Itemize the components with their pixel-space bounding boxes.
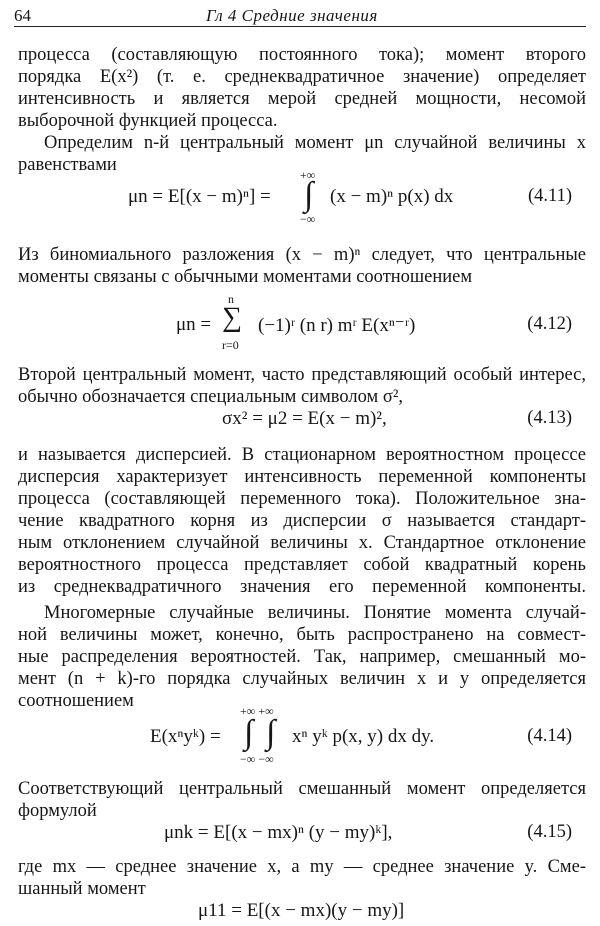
paragraph-8 bbox=[18, 856, 586, 900]
text-line: Многомерные случайные величины. Понятие момента случай- bbox=[44, 603, 586, 623]
equation-rhs: (−1)ʳ (n r) mʳ E(xⁿ⁻ʳ) bbox=[258, 315, 416, 336]
text-line: из среднеквадратичного значения его переменной компоненты. bbox=[18, 577, 586, 597]
equation-mixed-moment bbox=[0, 900, 600, 924]
text-line: Из биномиального разложения (x − m)ⁿ следует, что центральные bbox=[18, 245, 586, 265]
text-line: равенствами bbox=[18, 155, 117, 175]
paragraph-6 bbox=[18, 602, 586, 712]
text-line: ным отклонением случайной величины x. Стандартное отклонение bbox=[18, 533, 586, 553]
equation-4-14 bbox=[0, 704, 600, 766]
equation-integrand: xⁿ yᵏ p(x, y) dx dy. bbox=[292, 726, 435, 747]
equation-number: (4.11) bbox=[527, 186, 572, 206]
paragraph-3 bbox=[18, 244, 586, 288]
equation-4-15 bbox=[0, 822, 600, 848]
text-line: и называется дисперсией. В стационарном вероятностном процессе bbox=[18, 445, 586, 465]
text-line: формулой bbox=[18, 801, 97, 821]
equation-body: μ11 = E[(x − mx)(y − my)] bbox=[198, 900, 405, 921]
integral-lower-limit: −∞ bbox=[300, 212, 316, 226]
equation-number: (4.15) bbox=[527, 822, 572, 842]
text-line: чение квадратного корня из дисперсии σ называется стандарт- bbox=[18, 511, 586, 531]
equation-body: μnk = E[(x − mx)ⁿ (y − my)ᵏ], bbox=[164, 822, 393, 843]
running-header bbox=[14, 4, 586, 27]
equation-number: (4.14) bbox=[527, 726, 572, 746]
integral-upper-limit: +∞ bbox=[300, 168, 316, 182]
integral-sign: ∫ bbox=[304, 176, 314, 213]
text-line: порядка E(x²) (т. е. среднеквадратичное значение) определяет bbox=[18, 67, 586, 87]
paragraph-4 bbox=[18, 364, 586, 408]
text-line: ной величины может, конечно, быть распространено на совмест- bbox=[18, 625, 586, 645]
equation-lhs: μn = bbox=[176, 314, 212, 335]
equation-number: (4.12) bbox=[527, 314, 572, 334]
equation-lhs: μn = E[(x − m)ⁿ] = bbox=[128, 186, 271, 207]
equation-4-11 bbox=[0, 168, 600, 226]
paragraph-7 bbox=[18, 778, 586, 822]
equation-number: (4.13) bbox=[527, 408, 572, 428]
integral-lower-limits: −∞ −∞ bbox=[240, 752, 274, 766]
equation-4-13 bbox=[0, 408, 600, 436]
text-line: Второй центральный момент, часто представляющий особый интерес, bbox=[18, 365, 586, 385]
equation-body: σx² = μ2 = E(x − m)², bbox=[222, 408, 387, 429]
text-line: дисперсия характеризует интенсивность переменной компоненты bbox=[18, 467, 586, 487]
equation-integrand: (x − m)ⁿ p(x) dx bbox=[330, 186, 454, 207]
text-line: ные распределения вероятностей. Так, например, смешанный мо- bbox=[18, 647, 586, 667]
text-line: процесса (составляющей переменного тока). Положительное зна- bbox=[18, 489, 586, 509]
sum-sign: ∑ bbox=[222, 302, 242, 333]
text-line: вероятностного процесса представляет собой квадратный корень bbox=[18, 555, 586, 575]
paragraph-5 bbox=[18, 444, 586, 598]
integral-sign: ∫ bbox=[244, 714, 254, 751]
paragraph-1 bbox=[18, 44, 586, 132]
sum-lower-limit: r=0 bbox=[222, 338, 239, 352]
text-line: мент (n + k)-го порядка случайных величин x и y определяется bbox=[18, 669, 586, 689]
text-line: шанный момент bbox=[18, 879, 146, 899]
text-line: где mx — среднее значение x, а my — среднее значение y. Сме- bbox=[18, 857, 586, 877]
text-line: процесса (составляющую постоянного тока); момент второго bbox=[18, 45, 586, 65]
integral-sign: ∫ bbox=[266, 714, 276, 751]
running-title: Гл 4 Средние значения bbox=[206, 6, 378, 25]
text-line: Определим n-й центральный момент μn случайной величины x bbox=[44, 133, 586, 153]
equation-4-12 bbox=[0, 292, 600, 354]
text-line: моменты связаны с обычными моментами соотношением bbox=[18, 267, 473, 287]
sum-upper-limit: n bbox=[228, 292, 234, 306]
text-line: обычно обозначается специальным символом σ², bbox=[18, 387, 404, 407]
integral-upper-limits: +∞ +∞ bbox=[240, 704, 274, 718]
text-line: выборочной функцией процесса. bbox=[18, 111, 278, 131]
text-line: интенсивность и является мерой средней мощности, несомой bbox=[18, 89, 586, 109]
equation-lhs: E(xⁿyᵏ) = bbox=[150, 726, 221, 747]
text-line: Соответствующий центральный смешанный момент определяется bbox=[18, 779, 586, 799]
text-line: соотношением bbox=[18, 691, 134, 711]
page-number: 64 bbox=[14, 6, 31, 25]
